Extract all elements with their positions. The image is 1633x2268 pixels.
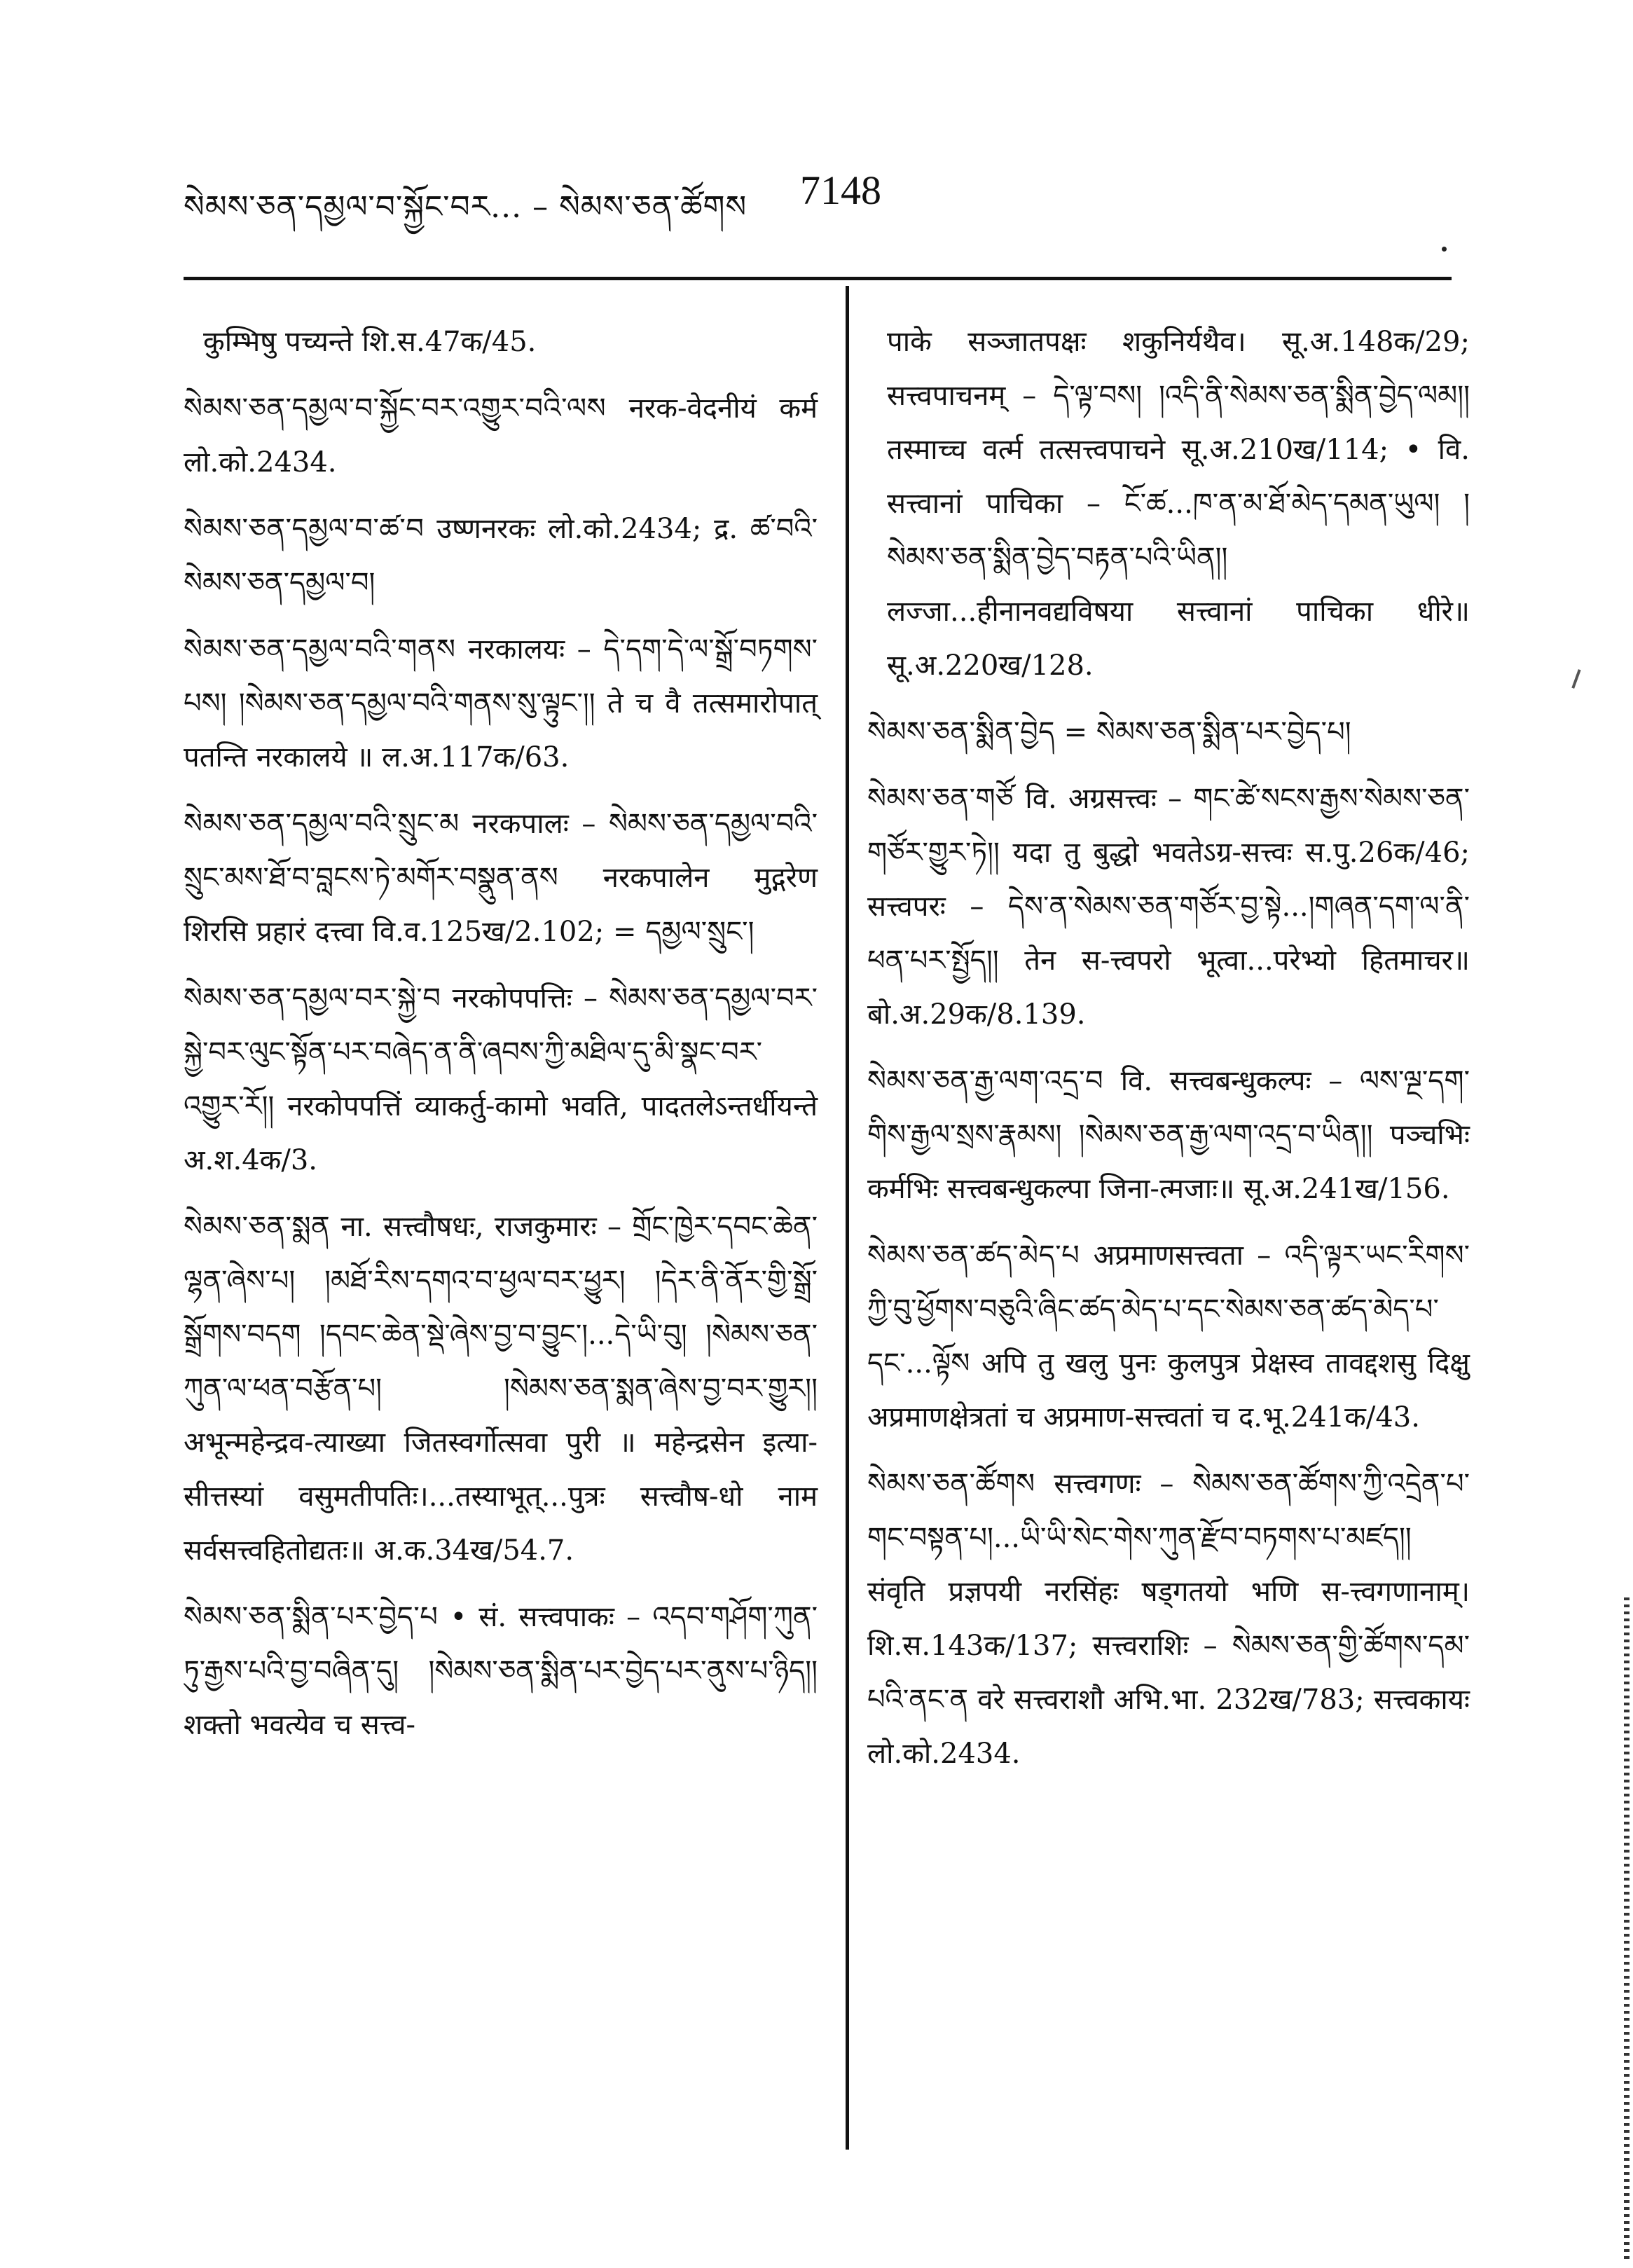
entry-body: वि. सत्त्वबन्धुकल्पः – ལས་ལྔ་དག་གིས་རྒྱལ་སྲས་རྣམས། །སེམས་ཅན་རྒྱ་ལག་འདྲ་བ་ཡིན།། पञ्चभिः कर्मभिः सत्त्वबन्धुकल्पा जिना-त्मजाः॥ सू.अ.241ख/156. <box>867 1065 1470 1205</box>
left-column <box>184 315 818 1765</box>
entry-headword: སེམས་ཅན་སྨིན་བྱེད <box>867 716 1055 748</box>
entry-headword: སེམས་ཅན་དམྱལ་བར་སྐྱེ་བ <box>184 982 441 1015</box>
dictionary-entry <box>184 1590 818 1752</box>
entry-body: सत्त्वगणः – སེམས་ཅན་ཚོགས་ཀྱི་འདྲེན་པ་གང་བསྟན་པ།...ཡི་ཡི་སེང་གེས་ཀུན་རྫོབ་བཏགས་པ་མཛད།། संवृति प्रज्ञपयी नरसिंहः षड्गतयो भणि स-त्त्वगणानाम्। शि.स.143क/137; सत्त्वराशिः – སེམས་ཅན་གྱི་ཚོགས་དམ་པའི་ནང་ན वरे सत्त्वराशौ अभि.भा. 232ख/783; सत्त्वकायः लो.को.2434. <box>867 1468 1470 1770</box>
dictionary-entry <box>184 623 818 785</box>
entry-headword: སེམས་ཅན་དམྱལ་བའི་གནས <box>184 633 456 666</box>
entry-headword: སེམས་ཅན་རྒྱ་ལག་འདྲ་བ <box>867 1065 1104 1097</box>
dictionary-entry <box>867 1229 1470 1445</box>
entry-body: अप्रमाणसत्त्वता – འདི་ལྟར་ཡང་རིགས་ཀྱི་བུ་ཕྱོགས་བཅུའི་ཞིང་ཚད་མེད་པ་དང་སེམས་ཅན་ཚད་མེད་པ་དང་...ལྟོས अपि तु खलु पुनः कुलपुत्र प्रेक्षस्व तावद्दशसु दिक्षु अप्रमाणक्षेत्रतां च अप्रमाण-सत्त्वतां च द.भू.241क/43. <box>867 1239 1470 1434</box>
entry-body: वि. अग्रसत्त्वः – གང་ཚེ་སངས་རྒྱས་སེམས་ཅན་གཙོར་གྱུར་ཏེ།། यदा तु बुद्धो भवतेऽग्र-सत्त्वः स.पु.26क/46; सत्त्वपरः – དེས་ན་སེམས་ཅན་གཙོར་བྱ་སྟེ...།གཞན་དག་ལ་ནི་ཕན་པར་སྤྱོད།། तेन स-त्त्वपरो भूत्वा...परेभ्यो हितमाचर॥ बो.अ.29क/8.139. <box>867 783 1470 1031</box>
entry-body: नरक-वेदनीयं कर्म लो.को.2434. <box>184 392 818 479</box>
dictionary-entry <box>867 1457 1470 1781</box>
entry-body: • सं. सत्त्वपाकः – འདབ་གཤོག་ཀུན་ཏུ་རྒྱས་པའི་བྱ་བཞིན་དུ། །སེམས་ཅན་སྨིན་པར་བྱེད་པར་ནུས་པ་ཉིད།། शक्तो भवत्येव च सत्त्व- <box>184 1601 818 1741</box>
entry-body: नरकोपपत्तिः – སེམས་ཅན་དམྱལ་བར་སྐྱེ་བར་ལུང་སྟོན་པར་བཞེད་ན་ནི་ཞབས་ཀྱི་མཐིལ་དུ་མི་སྣང་བར་འགྱུར་རོ།། नरकोपपत्तिं व्याकर्तु-कामो भवति, पादतलेऽन्तर्धीयन्ते अ.श.4क/3. <box>184 982 818 1176</box>
column-divider <box>846 286 849 2150</box>
page-number: 7148 <box>800 167 881 213</box>
entry-text: पाके सञ्जातपक्षः शकुनिर्यथैव। सू.अ.148क/29; सत्त्वपाचनम् – དེ་ལྟ་བས། །འདི་ནི་སེམས་ཅན་སྨིན་བྱེད་ལམ།། तस्माच्च वर्त्म तत्सत्त्वपाचने सू.अ.210ख/114; • वि. सत्त्वानां पाचिका – ངོ་ཚ...ཁ་ན་མ་ཐོ་མེད་དམན་ཡུལ། །སེམས་ཅན་སྨིན་བྱེད་བརྟན་པའི་ཡིན།། लज्जा...हीनानवद्यविषया सत्त्वानां पाचिका धीरे॥ सू.अ.220ख/128. <box>887 326 1470 682</box>
entry-body: नरकालयः – དེ་དག་དེ་ལ་སྒྲོ་བཏགས་པས། །སེམས་ཅན་དམྱལ་བའི་གནས་སུ་ལྟུང་།། ते च वै तत्समारोपात् पतन्ति नरकालये ॥ ल.अ.117क/63. <box>184 633 818 774</box>
entry-continuation <box>184 315 818 369</box>
dictionary-entry <box>184 382 818 490</box>
entry-body: ना. सत्त्वौषधः, राजकुमारः – གྲོང་ཁྱེར་དབང་ཆེན་ལྷན་ཞེས་པ། །མཐོ་རིས་དགའ་བ་ཕྱལ་བར་ཕྱུར། །དེར་ནི་ནོར་གྱི་སྒྲོ་སྒྲོགས་བདག །དབང་ཆེན་སྡེ་ཞེས་བྱ་བ་བྱུང་།...དེ་ཡི་བུ། །སེམས་ཅན་ཀུན་ལ་ཕན་བརྩོན་པ། །སེམས་ཅན་སྨན་ཞེས་བྱ་བར་གྱུར།། अभून्महेन्द्रव-त्याख्या जितस्वर्गोत्सवा पुरी ॥ महेन्द्रसेन इत्या-सीत्तस्यां वसुमतीपतिः।...तस्याभूत्...पुत्रः सत्त्वौष-धो नाम सर्वसत्त्वहितोद्यतः॥ अ.क.34ख/54.7. <box>184 1211 818 1567</box>
entry-headword: སེམས་ཅན་ཚད་མེད་པ <box>867 1239 1080 1272</box>
dictionary-entry <box>867 1054 1470 1216</box>
entry-headword: སེམས་ཅན་ཚོགས <box>867 1468 1035 1500</box>
right-column <box>867 315 1470 1794</box>
dictionary-entry <box>867 772 1470 1042</box>
dictionary-entry <box>184 797 818 959</box>
dictionary-entry <box>184 1200 818 1578</box>
header-rule <box>184 277 1452 280</box>
entry-headword: སེམས་ཅན་དམྱལ་བའི་སྲུང་མ <box>184 808 460 840</box>
scan-edge <box>1624 1597 1629 2263</box>
entry-headword: སེམས་ཅན་དམྱལ་བ་ཚ་བ <box>184 513 425 545</box>
entry-headword: སེམས་ཅན་སྨན <box>184 1211 331 1243</box>
running-title: སེམས་ཅན་དམྱལ་བ་སྐྱོང་བར... – སེམས་ཅན་ཚོགས <box>184 189 747 225</box>
speck <box>1442 247 1447 252</box>
entry-body: उष्णनरकः लो.को.2434; द्र. ཚ་བའི་སེམས་ཅན་དམྱལ་བ། <box>184 513 818 599</box>
entry-body: नरकपालः – སེམས་ཅན་དམྱལ་བའི་སྲུང་མས་ཐོ་བ་བླངས་ཏེ་མགོར་བསྣུན་ནས नरकपालेन मुद्गरेण शिरसि प्रहारं दत्त्वा वि.व.125ख/2.102; = དམྱལ་སྲུང་། <box>184 808 818 948</box>
entry-body: = སེམས་ཅན་སྨིན་པར་བྱེད་པ། <box>1063 716 1351 748</box>
entry-headword: སེམས་ཅན་གཙོ <box>867 783 1014 815</box>
margin-mark <box>1571 669 1580 689</box>
dictionary-entry <box>867 706 1470 760</box>
dictionary-entry <box>184 502 818 610</box>
entry-headword: སེམས་ཅན་སྨིན་པར་བྱེད་པ <box>184 1601 439 1633</box>
page-header <box>184 160 1487 225</box>
dictionary-entry <box>184 972 818 1188</box>
entry-continuation <box>867 315 1470 693</box>
entry-text: कुम्भिषु पच्यन्ते शि.स.47क/45. <box>203 326 537 358</box>
entry-headword: སེམས་ཅན་དམྱལ་བ་སྐྱོང་བར་འགྱུར་བའི་ལས <box>184 392 607 425</box>
